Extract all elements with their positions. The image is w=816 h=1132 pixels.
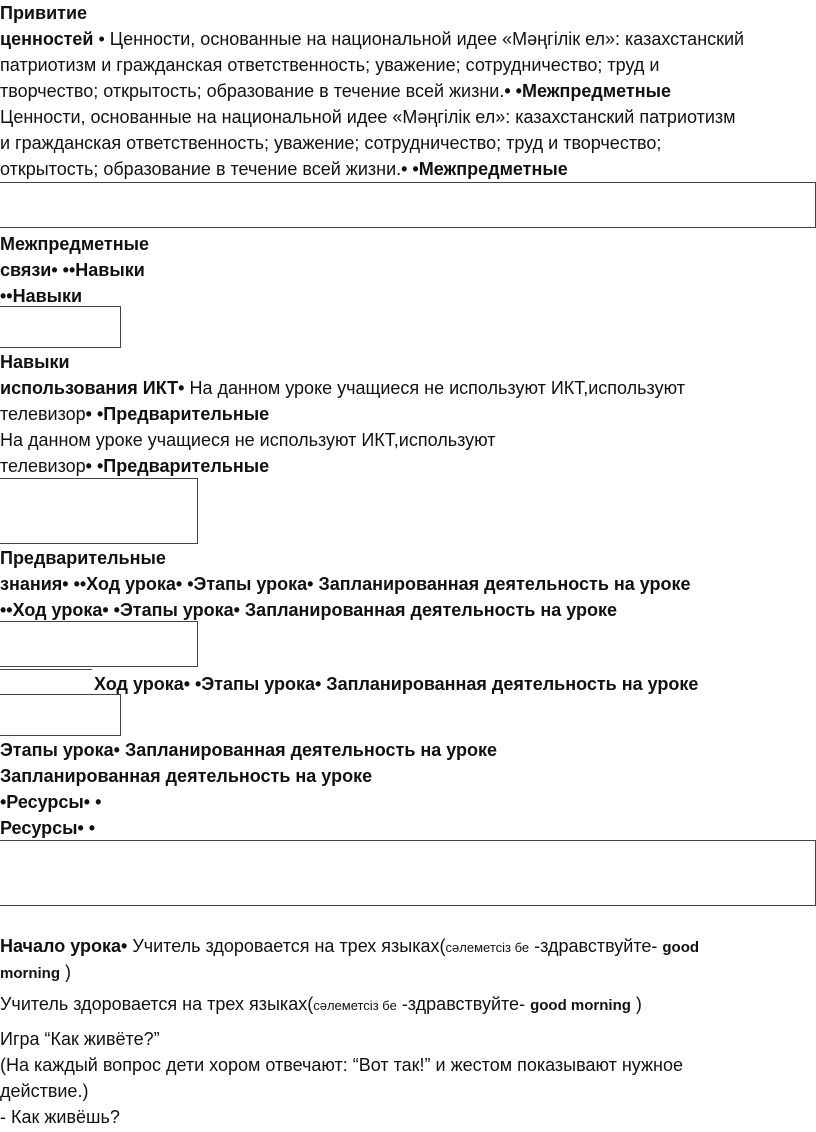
greeting-line: Учитель здоровается на трех языках(сәлеметсіз бе -здравствуйте- good morning ) [0, 994, 642, 1014]
values-line-3: творчество; открытость; образование в течение всей жизни.• •Межпредметные [0, 81, 671, 101]
game-instructions-line-1: (На каждый вопрос дети хором отвечают: “Вот так!” и жестом показывают нужное [0, 1055, 683, 1075]
lesson-stages-line: Этапы урока• Запланированная деятельность на уроке [0, 740, 498, 760]
planned-activity-line: Запланированная деятельность на уроке [0, 766, 373, 786]
ict-line-1: использования ИКТ• На данном уроке учащиеся не используют ИКТ,используют [0, 378, 685, 398]
links-line: связи• ••Навыки [0, 260, 145, 280]
resources-line-1: •Ресурсы• • [0, 792, 102, 812]
table-cell-empty [0, 182, 816, 228]
table-cell-empty [0, 478, 198, 544]
skills-line: ••Навыки [0, 286, 83, 306]
values-line-2: патриотизм и гражданская ответственность; уважение; сотрудничество; труд и [0, 55, 660, 75]
game-instructions-line-2: действие.) [0, 1081, 89, 1101]
values-line-5: и гражданская ответственность; уважение; сотрудничество; труд и творчество; [0, 133, 662, 153]
ict-line-3: На данном уроке учащиеся не используют ИКТ,используют [0, 430, 496, 450]
table-cell-empty [0, 694, 121, 736]
lesson-course-heading: Ход урока• •Этапы урока• Запланированная деятельность на уроке [94, 674, 699, 694]
heading-predvaritelnye: Предварительные [0, 548, 166, 568]
values-line-4: Ценности, основанные на национальной идее «Мәңгілік ел»: казахстанский патриотизм [0, 107, 736, 127]
ict-line-2: телевизор• •Предварительные [0, 404, 270, 424]
table-cell-empty [0, 621, 198, 667]
ict-line-4: телевизор• •Предварительные [0, 456, 270, 476]
heading-privitie: Привитие [0, 3, 88, 23]
heading-navyki: Навыки [0, 352, 70, 372]
knowledge-line: знания• ••Ход урока• •Этапы урока• Запланированная деятельность на уроке [0, 574, 691, 594]
lesson-start-line-2: morning ) [0, 962, 71, 982]
values-line-6: открытость; образование в течение всей жизни.• •Межпредметные [0, 159, 568, 179]
cell-divider [0, 669, 92, 670]
lesson-start-line-1: Начало урока• Учитель здоровается на трех языках(сәлеметсіз бе -здравствуйте- good [0, 936, 700, 956]
table-cell-empty [0, 840, 816, 906]
game-title: Игра “Как живёте?” [0, 1029, 160, 1049]
game-question: - Как живёшь? [0, 1107, 120, 1127]
table-cell-empty [0, 306, 121, 348]
heading-mezhpredmetnye: Межпредметные [0, 234, 149, 254]
lesson-course-line: ••Ход урока• •Этапы урока• Запланированная деятельность на уроке [0, 600, 617, 620]
resources-line-2: Ресурсы• • [0, 818, 96, 838]
values-line-1: ценностей • Ценности, основанные на национальной идее «Мәңгілік ел»: казахстанский [0, 29, 745, 49]
